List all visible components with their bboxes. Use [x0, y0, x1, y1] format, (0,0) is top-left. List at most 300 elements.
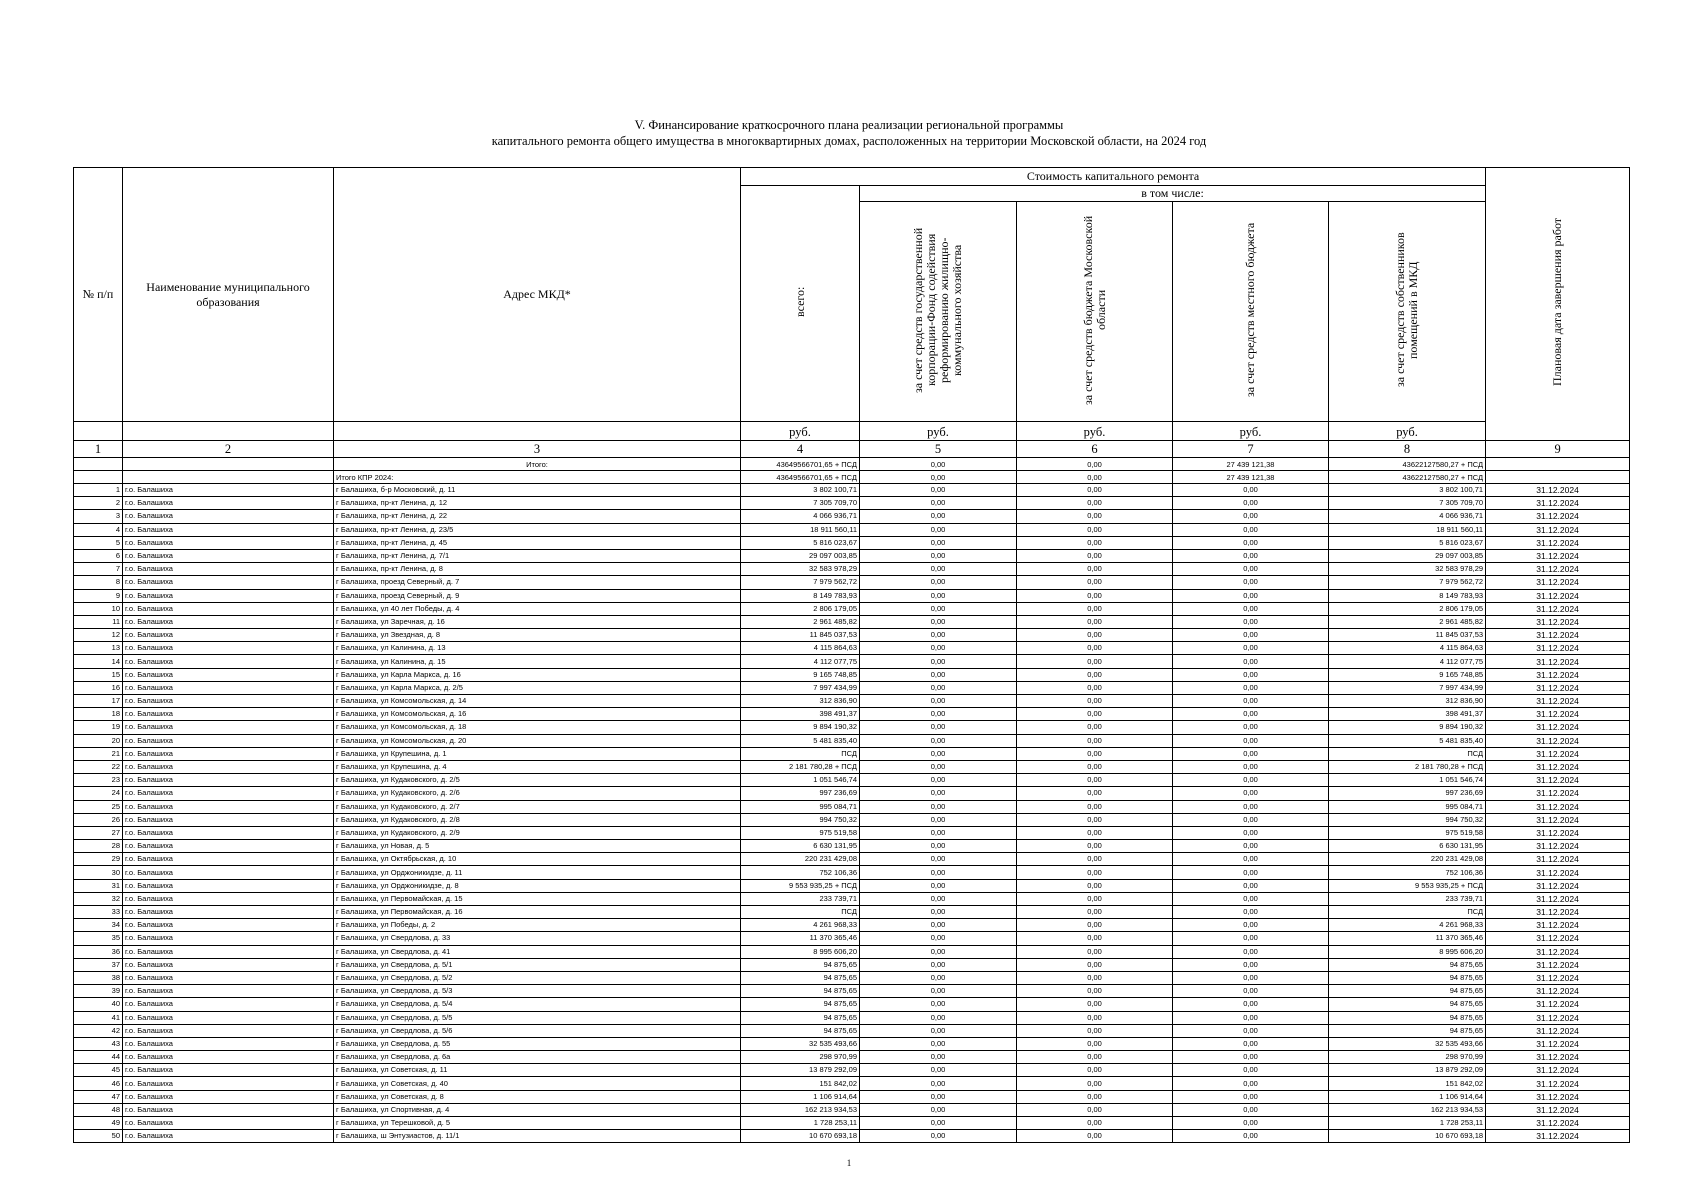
table-row: [74, 813, 1630, 826]
total-num: [74, 471, 123, 484]
row-municipality: г.о. Балашиха: [123, 800, 334, 813]
table-row: [74, 523, 1630, 536]
table-row: [74, 1064, 1630, 1077]
col-number: 8: [1329, 441, 1486, 458]
row-date: 31.12.2024: [1486, 866, 1630, 879]
col-number: 6: [1017, 441, 1173, 458]
row-num: 8: [74, 576, 123, 589]
row-local-budget: 0,00: [1173, 484, 1329, 497]
row-total: 4 112 077,75: [741, 655, 860, 668]
row-owners: 94 875,65: [1329, 985, 1486, 998]
row-num: 16: [74, 681, 123, 694]
table-row: [74, 563, 1630, 576]
row-fund: 0,00: [860, 536, 1017, 549]
row-total: 151 842,02: [741, 1077, 860, 1090]
header-date: Плановая дата завершения работ: [1550, 217, 1565, 387]
row-address: г Балашиха, ул Победы, д. 2: [334, 919, 741, 932]
row-owners: 1 728 253,11: [1329, 1117, 1486, 1130]
row-date: 31.12.2024: [1486, 549, 1630, 562]
row-local-budget: 0,00: [1173, 721, 1329, 734]
row-mo-budget: 0,00: [1017, 695, 1173, 708]
row-fund: 0,00: [860, 919, 1017, 932]
row-address: г Балашиха, ул Калинина, д. 15: [334, 655, 741, 668]
total-label: Итого:: [334, 458, 741, 471]
row-date: 31.12.2024: [1486, 813, 1630, 826]
row-municipality: г.о. Балашиха: [123, 589, 334, 602]
row-municipality: г.о. Балашиха: [123, 919, 334, 932]
row-address: г Балашиха, ул Свердлова, д. 55: [334, 1037, 741, 1050]
row-municipality: г.о. Балашиха: [123, 985, 334, 998]
row-owners: 4 066 936,71: [1329, 510, 1486, 523]
row-date: 31.12.2024: [1486, 919, 1630, 932]
row-owners: 7 997 434,99: [1329, 681, 1486, 694]
header-municipality: Наименование муниципального образования: [123, 168, 334, 422]
document-title-line-1: V. Финансирование краткосрочного плана реализации региональной программы: [634, 118, 1064, 132]
row-num: 26: [74, 813, 123, 826]
header-total-cell: [741, 186, 860, 422]
table-row: [74, 576, 1630, 589]
row-municipality: г.о. Балашиха: [123, 932, 334, 945]
row-municipality: г.о. Балашиха: [123, 629, 334, 642]
row-owners: 233 739,71: [1329, 892, 1486, 905]
row-mo-budget: 0,00: [1017, 563, 1173, 576]
row-fund: 0,00: [860, 484, 1017, 497]
row-local-budget: 0,00: [1173, 536, 1329, 549]
row-fund: 0,00: [860, 642, 1017, 655]
unit-fund: руб.: [860, 422, 1017, 441]
table-row: [74, 760, 1630, 773]
row-owners: 13 879 292,09: [1329, 1064, 1486, 1077]
row-municipality: г.о. Балашиха: [123, 615, 334, 628]
row-num: 18: [74, 708, 123, 721]
row-date: 31.12.2024: [1486, 1077, 1630, 1090]
row-num: 17: [74, 695, 123, 708]
unit-mo-budget: руб.: [1017, 422, 1173, 441]
row-total: 9 553 935,25 + ПСД: [741, 879, 860, 892]
row-date: 31.12.2024: [1486, 681, 1630, 694]
row-local-budget: 0,00: [1173, 642, 1329, 655]
row-fund: 0,00: [860, 615, 1017, 628]
row-fund: 0,00: [860, 787, 1017, 800]
row-owners: 94 875,65: [1329, 1011, 1486, 1024]
row-num: 31: [74, 879, 123, 892]
row-address: г Балашиха, ул Свердлова, д. 5/3: [334, 985, 741, 998]
row-mo-budget: 0,00: [1017, 1103, 1173, 1116]
row-date: 31.12.2024: [1486, 958, 1630, 971]
row-num: 42: [74, 1024, 123, 1037]
row-num: 41: [74, 1011, 123, 1024]
row-date: 31.12.2024: [1486, 484, 1630, 497]
row-fund: 0,00: [860, 1077, 1017, 1090]
header-local-budget: за счет средств местного бюджета: [1243, 222, 1257, 397]
row-owners: 32 535 493,66: [1329, 1037, 1486, 1050]
row-date: 31.12.2024: [1486, 655, 1630, 668]
row-owners: 5 816 023,67: [1329, 536, 1486, 549]
col-number: 7: [1173, 441, 1329, 458]
row-date: 31.12.2024: [1486, 615, 1630, 628]
table-row: [74, 1037, 1630, 1050]
row-date: 31.12.2024: [1486, 510, 1630, 523]
row-fund: 0,00: [860, 971, 1017, 984]
row-total: 2 961 485,82: [741, 615, 860, 628]
header-owners: за счет средств собственников помещений в МКД: [1393, 232, 1421, 387]
row-fund: 0,00: [860, 563, 1017, 576]
row-owners: 398 491,37: [1329, 708, 1486, 721]
table-row: [74, 642, 1630, 655]
row-mo-budget: 0,00: [1017, 510, 1173, 523]
row-fund: 0,00: [860, 853, 1017, 866]
row-total: 11 370 365,46: [741, 932, 860, 945]
row-municipality: г.о. Балашиха: [123, 497, 334, 510]
row-address: г Балашиха, ул Комсомольская, д. 16: [334, 708, 741, 721]
row-mo-budget: 0,00: [1017, 536, 1173, 549]
row-owners: 752 106,36: [1329, 866, 1486, 879]
row-owners: 997 236,69: [1329, 787, 1486, 800]
row-address: г Балашиха, пр-кт Ленина, д. 23/5: [334, 523, 741, 536]
row-address: г Балашиха, ул Советская, д. 8: [334, 1090, 741, 1103]
row-total: 1 051 546,74: [741, 774, 860, 787]
row-mo-budget: 0,00: [1017, 760, 1173, 773]
row-owners: 2 961 485,82: [1329, 615, 1486, 628]
row-total: 2 806 179,05: [741, 602, 860, 615]
row-owners: 2 181 780,28 + ПСД: [1329, 760, 1486, 773]
row-num: 47: [74, 1090, 123, 1103]
row-owners: 9 553 935,25 + ПСД: [1329, 879, 1486, 892]
table-row: [74, 971, 1630, 984]
row-fund: 0,00: [860, 576, 1017, 589]
row-num: 38: [74, 971, 123, 984]
table-row: [74, 734, 1630, 747]
row-local-budget: 0,00: [1173, 1024, 1329, 1037]
row-fund: 0,00: [860, 985, 1017, 998]
row-municipality: г.о. Балашиха: [123, 879, 334, 892]
table-row: [74, 958, 1630, 971]
row-date: 31.12.2024: [1486, 747, 1630, 760]
row-municipality: г.о. Балашиха: [123, 549, 334, 562]
row-date: 31.12.2024: [1486, 1090, 1630, 1103]
row-mo-budget: 0,00: [1017, 734, 1173, 747]
row-mo-budget: 0,00: [1017, 919, 1173, 932]
row-municipality: г.о. Балашиха: [123, 971, 334, 984]
row-total: 94 875,65: [741, 1011, 860, 1024]
row-total: 5 816 023,67: [741, 536, 860, 549]
header-mo-budget: за счет средств бюджета Московской области: [1080, 214, 1108, 405]
row-total: 220 231 429,08: [741, 853, 860, 866]
row-num: 12: [74, 629, 123, 642]
col-number: 2: [123, 441, 334, 458]
row-fund: 0,00: [860, 800, 1017, 813]
row-municipality: г.о. Балашиха: [123, 1064, 334, 1077]
header-date-cell: [1486, 168, 1630, 441]
row-date: 31.12.2024: [1486, 497, 1630, 510]
header-local-budget-cell: [1173, 202, 1329, 422]
row-fund: 0,00: [860, 510, 1017, 523]
row-municipality: г.о. Балашиха: [123, 787, 334, 800]
document-title-line-2: капитального ремонта общего имущества в многоквартирных домах, расположенных на территории Московской области, на 2024 год: [491, 134, 1207, 148]
row-fund: 0,00: [860, 1024, 1017, 1037]
table-row: [74, 747, 1630, 760]
row-municipality: г.о. Балашиха: [123, 681, 334, 694]
row-local-budget: 0,00: [1173, 760, 1329, 773]
row-date: 31.12.2024: [1486, 523, 1630, 536]
row-municipality: г.о. Балашиха: [123, 642, 334, 655]
row-owners: 9 894 190,32: [1329, 721, 1486, 734]
row-date: 31.12.2024: [1486, 971, 1630, 984]
row-address: г Балашиха, ул Крупешина, д. 1: [334, 747, 741, 760]
row-owners: 9 165 748,85: [1329, 668, 1486, 681]
row-owners: ПСД: [1329, 747, 1486, 760]
row-date: 31.12.2024: [1486, 800, 1630, 813]
row-municipality: г.о. Балашиха: [123, 1011, 334, 1024]
row-local-budget: 0,00: [1173, 985, 1329, 998]
row-owners: 162 213 934,53: [1329, 1103, 1486, 1116]
row-municipality: г.о. Балашиха: [123, 853, 334, 866]
header-fund: за счет средств государственной корпорации-Фонд содействия реформированию жилищно-коммунального хозяйства: [911, 226, 964, 393]
row-address: г Балашиха, ул Кудаковского, д. 2/6: [334, 787, 741, 800]
row-total: 10 670 693,18: [741, 1130, 860, 1143]
row-municipality: г.о. Балашиха: [123, 998, 334, 1011]
row-local-budget: 0,00: [1173, 1011, 1329, 1024]
row-municipality: г.о. Балашиха: [123, 826, 334, 839]
row-date: 31.12.2024: [1486, 1051, 1630, 1064]
row-mo-budget: 0,00: [1017, 1117, 1173, 1130]
row-local-budget: 0,00: [1173, 629, 1329, 642]
row-total: 6 630 131,95: [741, 840, 860, 853]
row-local-budget: 0,00: [1173, 1130, 1329, 1143]
row-local-budget: 0,00: [1173, 932, 1329, 945]
table-row: [74, 1090, 1630, 1103]
row-num: 24: [74, 787, 123, 800]
row-owners: 6 630 131,95: [1329, 840, 1486, 853]
row-num: 23: [74, 774, 123, 787]
row-owners: 1 051 546,74: [1329, 774, 1486, 787]
row-local-budget: 0,00: [1173, 945, 1329, 958]
row-local-budget: 0,00: [1173, 998, 1329, 1011]
row-municipality: г.о. Балашиха: [123, 1117, 334, 1130]
row-fund: 0,00: [860, 932, 1017, 945]
row-num: 46: [74, 1077, 123, 1090]
row-owners: 7 305 709,70: [1329, 497, 1486, 510]
row-mo-budget: 0,00: [1017, 1064, 1173, 1077]
row-owners: 10 670 693,18: [1329, 1130, 1486, 1143]
row-address: г Балашиха, пр-кт Ленина, д. 8: [334, 563, 741, 576]
row-mo-budget: 0,00: [1017, 1024, 1173, 1037]
row-municipality: г.о. Балашиха: [123, 668, 334, 681]
total-local-budget: 27 439 121,38: [1173, 458, 1329, 471]
row-total: 32 535 493,66: [741, 1037, 860, 1050]
row-mo-budget: 0,00: [1017, 866, 1173, 879]
unit-blank-1: [74, 422, 123, 441]
total-date: [1486, 458, 1630, 471]
row-address: г Балашиха, ул Кудаковского, д. 2/5: [334, 774, 741, 787]
row-mo-budget: 0,00: [1017, 932, 1173, 945]
row-date: 31.12.2024: [1486, 906, 1630, 919]
row-municipality: г.о. Балашиха: [123, 747, 334, 760]
row-local-budget: 0,00: [1173, 734, 1329, 747]
table-row: [74, 589, 1630, 602]
row-owners: 8 995 606,20: [1329, 945, 1486, 958]
total-local-budget: 27 439 121,38: [1173, 471, 1329, 484]
col-number: 9: [1486, 441, 1630, 458]
row-municipality: г.о. Балашиха: [123, 840, 334, 853]
table-row: [74, 708, 1630, 721]
row-local-budget: 0,00: [1173, 774, 1329, 787]
row-num: 45: [74, 1064, 123, 1077]
row-owners: 32 583 978,29: [1329, 563, 1486, 576]
row-num: 22: [74, 760, 123, 773]
table-row: [74, 629, 1630, 642]
table-row: [74, 866, 1630, 879]
row-date: 31.12.2024: [1486, 721, 1630, 734]
row-municipality: г.о. Балашиха: [123, 1077, 334, 1090]
row-address: г Балашиха, пр-кт Ленина, д. 12: [334, 497, 741, 510]
financing-table: [73, 167, 1630, 1143]
row-mo-budget: 0,00: [1017, 985, 1173, 998]
row-num: 10: [74, 602, 123, 615]
row-total: 94 875,65: [741, 958, 860, 971]
row-fund: 0,00: [860, 774, 1017, 787]
table-row: [74, 906, 1630, 919]
table-row: [74, 853, 1630, 866]
row-mo-budget: 0,00: [1017, 668, 1173, 681]
table-row: [74, 800, 1630, 813]
row-local-budget: 0,00: [1173, 747, 1329, 760]
total-kpr-row: [74, 471, 1630, 484]
row-date: 31.12.2024: [1486, 576, 1630, 589]
row-owners: ПСД: [1329, 906, 1486, 919]
row-fund: 0,00: [860, 523, 1017, 536]
row-num: 21: [74, 747, 123, 760]
row-local-budget: 0,00: [1173, 1051, 1329, 1064]
row-mo-budget: 0,00: [1017, 774, 1173, 787]
row-address: г Балашиха, ул Заречная, д. 16: [334, 615, 741, 628]
row-mo-budget: 0,00: [1017, 1130, 1173, 1143]
row-municipality: г.о. Балашиха: [123, 813, 334, 826]
total-mo: [123, 458, 334, 471]
row-municipality: г.о. Балашиха: [123, 1024, 334, 1037]
row-date: 31.12.2024: [1486, 1103, 1630, 1116]
col-number: 4: [741, 441, 860, 458]
row-fund: 0,00: [860, 668, 1017, 681]
row-address: г Балашиха, ул Первомайская, д. 15: [334, 892, 741, 905]
row-address: г Балашиха, ул Свердлова, д. 5/4: [334, 998, 741, 1011]
row-local-budget: 0,00: [1173, 1117, 1329, 1130]
row-total: 94 875,65: [741, 998, 860, 1011]
row-num: 32: [74, 892, 123, 905]
row-owners: 94 875,65: [1329, 1024, 1486, 1037]
table-row: [74, 1130, 1630, 1143]
row-fund: 0,00: [860, 1130, 1017, 1143]
row-fund: 0,00: [860, 958, 1017, 971]
table-row: [74, 774, 1630, 787]
row-mo-budget: 0,00: [1017, 589, 1173, 602]
row-mo-budget: 0,00: [1017, 655, 1173, 668]
row-owners: 7 979 562,72: [1329, 576, 1486, 589]
row-num: 14: [74, 655, 123, 668]
row-address: г Балашиха, ул Комсомольская, д. 18: [334, 721, 741, 734]
row-municipality: г.о. Балашиха: [123, 695, 334, 708]
row-fund: 0,00: [860, 866, 1017, 879]
row-local-budget: 0,00: [1173, 879, 1329, 892]
row-local-budget: 0,00: [1173, 853, 1329, 866]
row-total: 312 836,90: [741, 695, 860, 708]
row-address: г Балашиха, пр-кт Ленина, д. 7/1: [334, 549, 741, 562]
row-municipality: г.о. Балашиха: [123, 536, 334, 549]
row-total: 29 097 003,85: [741, 549, 860, 562]
row-fund: 0,00: [860, 708, 1017, 721]
row-total: 995 084,71: [741, 800, 860, 813]
unit-owners: руб.: [1329, 422, 1486, 441]
row-fund: 0,00: [860, 826, 1017, 839]
row-local-budget: 0,00: [1173, 1090, 1329, 1103]
row-num: 49: [74, 1117, 123, 1130]
row-fund: 0,00: [860, 1117, 1017, 1130]
unit-blank-3: [334, 422, 741, 441]
row-local-budget: 0,00: [1173, 695, 1329, 708]
row-address: г Балашиха, ул Кудаковского, д. 2/9: [334, 826, 741, 839]
row-fund: 0,00: [860, 1037, 1017, 1050]
row-local-budget: 0,00: [1173, 866, 1329, 879]
row-total: 94 875,65: [741, 971, 860, 984]
row-address: г Балашиха, проезд Северный, д. 7: [334, 576, 741, 589]
row-owners: 5 481 835,40: [1329, 734, 1486, 747]
row-mo-budget: 0,00: [1017, 1077, 1173, 1090]
row-mo-budget: 0,00: [1017, 642, 1173, 655]
row-municipality: г.о. Балашиха: [123, 1051, 334, 1064]
row-mo-budget: 0,00: [1017, 549, 1173, 562]
table-row: [74, 998, 1630, 1011]
row-owners: 4 261 968,33: [1329, 919, 1486, 932]
header-including: в том числе:: [860, 186, 1486, 202]
row-fund: 0,00: [860, 945, 1017, 958]
row-num: 13: [74, 642, 123, 655]
row-total: 7 305 709,70: [741, 497, 860, 510]
row-owners: 94 875,65: [1329, 971, 1486, 984]
row-address: г Балашиха, ул Терешковой, д. 5: [334, 1117, 741, 1130]
row-owners: 18 911 560,11: [1329, 523, 1486, 536]
row-total: 233 739,71: [741, 892, 860, 905]
row-mo-budget: 0,00: [1017, 971, 1173, 984]
row-address: г Балашиха, ул Свердлова, д. 33: [334, 932, 741, 945]
row-municipality: г.о. Балашиха: [123, 484, 334, 497]
table-row: [74, 602, 1630, 615]
row-date: 31.12.2024: [1486, 985, 1630, 998]
row-date: 31.12.2024: [1486, 589, 1630, 602]
total-date: [1486, 471, 1630, 484]
col-number: 1: [74, 441, 123, 458]
row-date: 31.12.2024: [1486, 1117, 1630, 1130]
table-row: [74, 655, 1630, 668]
row-total: 9 894 190,32: [741, 721, 860, 734]
row-date: 31.12.2024: [1486, 932, 1630, 945]
table-row: [74, 892, 1630, 905]
row-mo-budget: 0,00: [1017, 615, 1173, 628]
table-row: [74, 787, 1630, 800]
row-num: 35: [74, 932, 123, 945]
row-date: 31.12.2024: [1486, 602, 1630, 615]
row-address: г Балашиха, ул Крупешина, д. 4: [334, 760, 741, 773]
row-mo-budget: 0,00: [1017, 1090, 1173, 1103]
row-num: 1: [74, 484, 123, 497]
row-mo-budget: 0,00: [1017, 708, 1173, 721]
row-fund: 0,00: [860, 813, 1017, 826]
row-total: 752 106,36: [741, 866, 860, 879]
row-fund: 0,00: [860, 734, 1017, 747]
row-date: 31.12.2024: [1486, 668, 1630, 681]
row-local-budget: 0,00: [1173, 602, 1329, 615]
row-date: 31.12.2024: [1486, 1064, 1630, 1077]
row-fund: 0,00: [860, 655, 1017, 668]
